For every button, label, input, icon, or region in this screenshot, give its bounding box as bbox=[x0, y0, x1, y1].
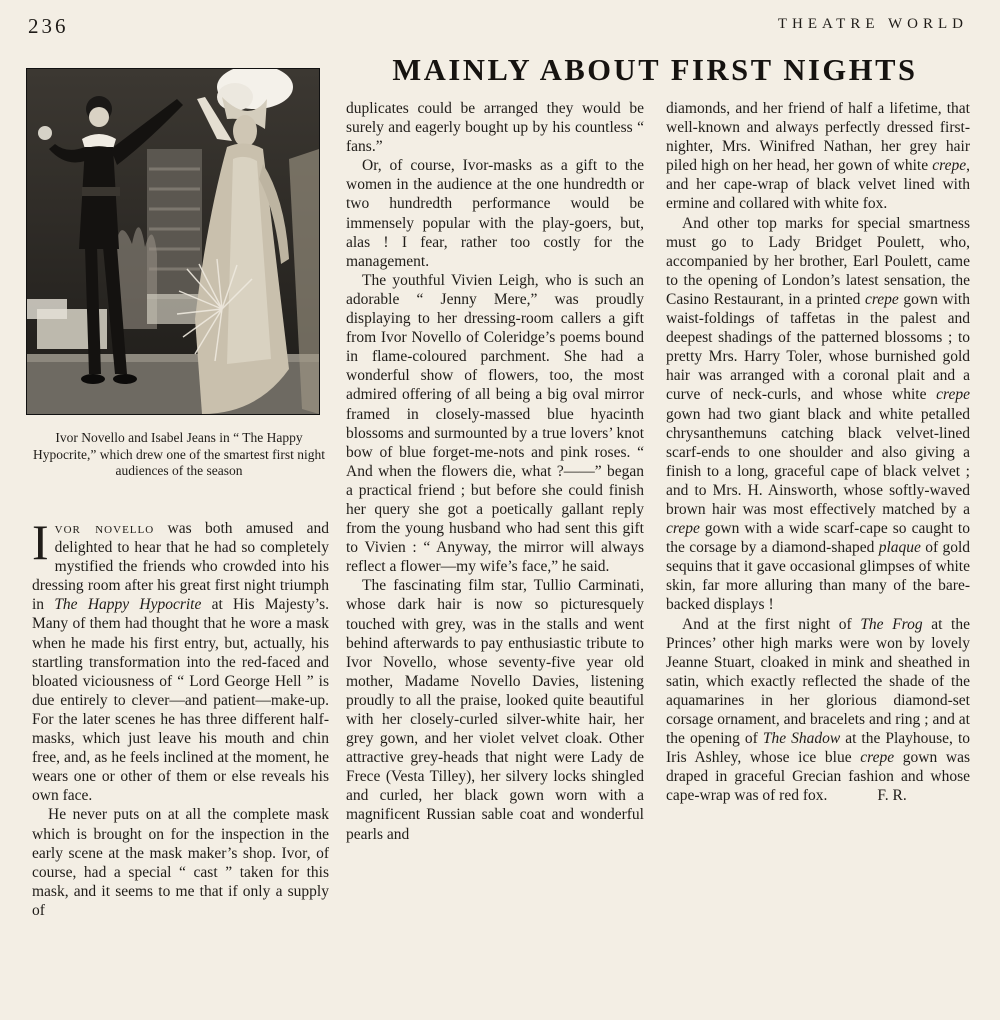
text-run: at the Playhouse, to Iris Ashley, whose ice blue bbox=[666, 730, 970, 767]
text-run: of gold sequins that it gave occasional glimpses of white skin, far more alluring than many of the bare-backed displays ! bbox=[666, 539, 971, 614]
text-run: was both amused and delighted to hear that he had so completely mystified the friends who crowded into his dressing room after his great first night triumph in bbox=[32, 520, 329, 614]
text-run: gown was draped in graceful Grecian fashion and whose cape-wrap was of red fox. bbox=[666, 749, 970, 805]
play-title: The Shadow bbox=[762, 730, 841, 748]
text-run: gown with waist-foldings of taffetas in the palest and deepest shadings of the patterned blossoms ; to pretty Mrs. Harry Toler, whose burnished gold hair was arranged with a coronal plait and a curve of neck-curls, and whose white bbox=[666, 290, 970, 404]
text-run: And at the first night of bbox=[682, 615, 861, 633]
fabric-term: crepe bbox=[936, 386, 970, 404]
paragraph bbox=[666, 615, 970, 806]
text-run: at His Majesty’s. Many of them had thought that he wore a mask when he made his first entry, but, actually, his startling transformation into the red-faced and bloated viciousness of “ Lord George Hell ” is due entirely to clever—and patient—make-up. For the later scenes he has three different half-masks, which just leave his mouth and chin free, and, as he feels inclined at the moment, he wears one or other of them or else reveals his own face. bbox=[32, 596, 329, 805]
article-column-2 bbox=[346, 99, 644, 844]
production-photo-illustration bbox=[27, 69, 319, 414]
fabric-term: crepe bbox=[932, 157, 967, 175]
article-headline: MAINLY ABOUT FIRST NIGHTS bbox=[392, 53, 918, 87]
text-run: And other top marks for special smartness must go to Lady Bridget Poulett, who, accompanied by her brother, Earl Poulett, came to the opening of London’s latest sensation, the Casino Restaurant, in a printed bbox=[666, 214, 970, 308]
paragraph: Or, of course, Ivor-masks as a gift to the women in the audience at the one hundredth or two hundredth performance would be immensely popular with the play-goers, but, alas ! I fear, rather too costly for the management. bbox=[346, 157, 644, 270]
play-title: The Happy Hypocrite bbox=[54, 596, 202, 614]
production-photo bbox=[26, 68, 320, 415]
photo-caption: Ivor Novello and Isabel Jeans in “ The Happy Hypocrite,” which drew one of the smartest first night audiences of the season bbox=[32, 430, 326, 478]
article-column-1 bbox=[32, 514, 329, 920]
page-number: 236 bbox=[28, 14, 69, 38]
author-signature: F. R. bbox=[877, 787, 907, 805]
text-run: gown with a wide scarf-cape so caught to the corsage by a diamond-shaped bbox=[666, 520, 970, 557]
fabric-term: crepe bbox=[666, 520, 700, 538]
fabric-term: crepe bbox=[860, 749, 895, 767]
paragraph: He never puts on at all the complete mask which is brought on for the inspection in the early scene at the mask maker’s shop. Ivor, of course, had a special “ cast ” taken for this mask, and it seems to me that if only a supply of bbox=[32, 806, 329, 919]
ornament-term: plaque bbox=[878, 539, 921, 557]
paragraph bbox=[32, 514, 329, 805]
paragraph bbox=[666, 214, 970, 615]
fabric-term: crepe bbox=[864, 290, 899, 308]
text-run: , and her cape-wrap of black velvet lined with ermine and collared with white fox. bbox=[666, 157, 970, 213]
running-head: THEATRE WORLD bbox=[777, 16, 968, 32]
paragraph: The youthful Vivien Leigh, who is such an adorable “ Jenny Mere,” was proudly displaying to her dressing-room callers a gift from Ivor Novello of Coleridge’s poems bound in flame-coloured parchment. She had a wonderful show of flowers, too, the most admired offering of all being a big oval mirror framed in closely-massed blue hyacinth blossoms and surmounted by a true lovers’ knot bow of blue forget-me-nots and pink roses. “ And when the flowers die, what ?——” began a practical friend ; but before she could finish her query she got a poetically gallant reply from the young husband who had sent this gift to Vivien : “ Anyway, the mirror will always reflect a flower—my wife’s face,” he said. bbox=[346, 271, 644, 576]
lead-small-caps: vor novello bbox=[54, 520, 155, 537]
play-title: The Frog bbox=[860, 615, 923, 633]
article-column-3 bbox=[666, 99, 970, 805]
drop-cap: I bbox=[32, 514, 49, 570]
paragraph: The fascinating film star, Tullio Carminati, whose dark hair is now so picturesquely touched with grey, was in the stalls and went behind afterwards to pay enthusiastic tribute to Ivor Novello, whose seventy-five year old mother, Madame Novello Davies, listening proudly to all the praise, looked quite beautiful with her closely-curled silver-white hair, her grey gown, and her violet velvet cloak. Other attractive grey-heads that night were Lady de Frece (Vesta Tilley), her silvery locks shingled and curled, her black gown worn with a magnificent Russian sable coat and wonderful pearls and bbox=[346, 577, 644, 843]
paragraph bbox=[666, 99, 970, 214]
paragraph: duplicates could be arranged they would be surely and eagerly bought up by his countless “ fans.” bbox=[346, 100, 644, 156]
text-run: gown had two giant black and white petalled chrysanthemuns catching black velvet-lined scarf-ends to one shoulder and also giving a finish to a long, graceful cape of black velvet ; and to Mrs. H. Ainsworth, whose softly-waved brown hair was most effectively matched by a bbox=[666, 405, 970, 518]
text-run: diamonds, and her friend of half a lifetime, that well-known and always perfectly dressed first-nighter, Mrs. Winifred Nathan, her grey hair piled high on her head, her gown of white bbox=[666, 100, 970, 175]
text-run: at the Princes’ other high marks were won by lovely Jeanne Stuart, cloaked in mink and sheathed in satin, which exactly reflected the shade of the aquamarines in her glorious diamond-set corsage ornament, and bracelets and ring ; and at the opening of bbox=[666, 615, 970, 748]
